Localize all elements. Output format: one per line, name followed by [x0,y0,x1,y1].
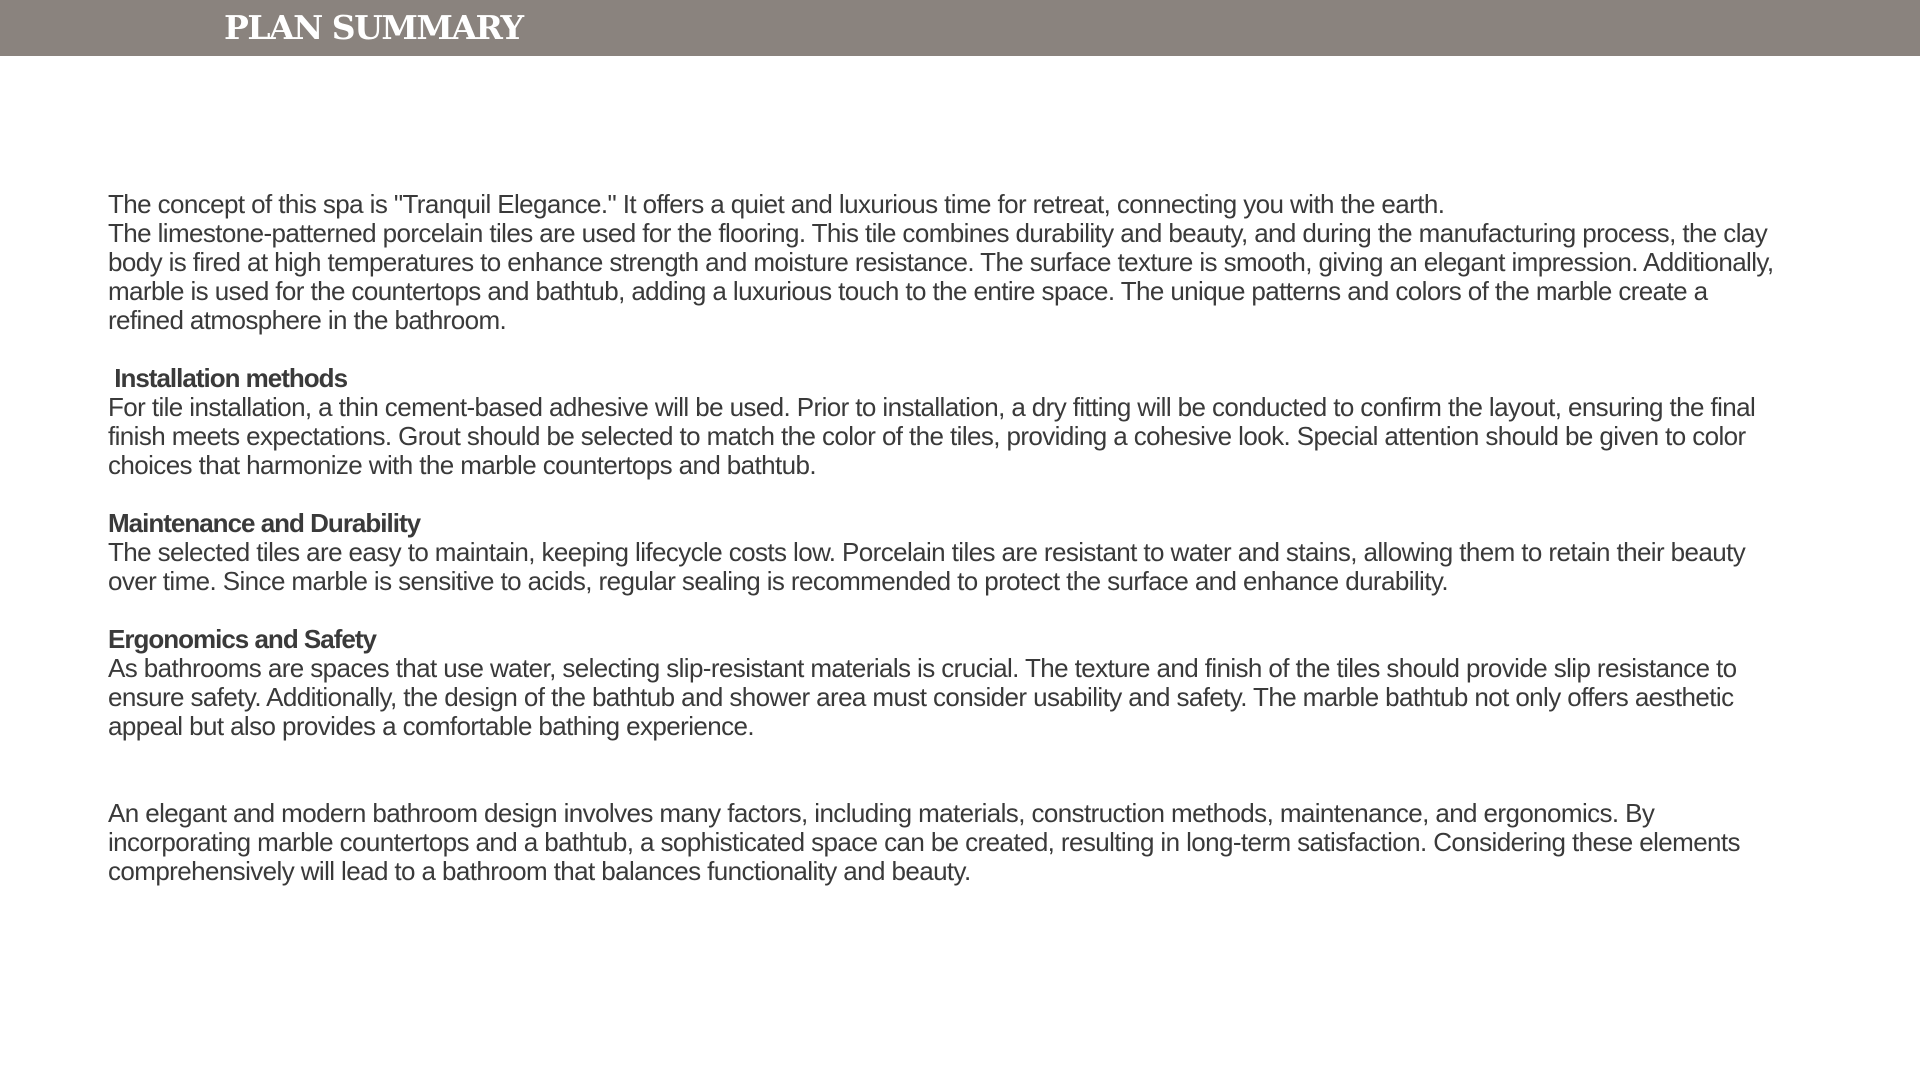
conclusion-paragraph: An elegant and modern bathroom design involves many factors, including materials, construction methods, maintenance, and ergonomics. By incorporating marble countertops and a bathtub, a sophisticated space can be created, resulting in long-term satisfaction. Considering these elements comprehensively will lead to a bathroom that balances functionality and beauty. [108,798,1740,886]
spacer [108,596,1788,625]
header-bar [0,0,1920,56]
page-title: PLAN SUMMARY [224,8,523,47]
ergonomics-body: As bathrooms are spaces that use water, selecting slip-resistant materials is crucial. The texture and finish of the tiles should provide slip resistance to ensure safety. Additionally, the design of the bathtub and shower area must consider usability and safety. The marble bathtub not only offers aesthetic appeal but also provides a comfortable bathing experience. [108,653,1737,741]
maintenance-heading: Maintenance and Durability [108,508,421,538]
spacer [108,480,1788,509]
ergonomics-heading: Ergonomics and Safety [108,624,376,654]
plan-summary-content [108,190,1788,886]
installation-heading: Installation methods [108,363,348,393]
intro-concept-paragraph: The concept of this spa is "Tranquil Elegance." It offers a quiet and luxurious time for retreat, connecting you with the earth. [108,189,1445,219]
spacer [108,335,1788,364]
maintenance-body: The selected tiles are easy to maintain, keeping lifecycle costs low. Porcelain tiles are resistant to water and stains, allowing them to retain their beauty over time. Since marble is sensitive to acids, regular sealing is recommended to protect the surface and enhance durability. [108,537,1746,596]
intro-materials-paragraph: The limestone-patterned porcelain tiles are used for the flooring. This tile combines durability and beauty, and during the manufacturing process, the clay body is fired at high temperatures to enhance strength and moisture resistance. The surface texture is smooth, giving an elegant impression. Additionally, marble is used for the countertops and bathtub, adding a luxurious touch to the entire space. The unique patterns and colors of the marble create a refined atmosphere in the bathroom. [108,218,1774,335]
installation-body: For tile installation, a thin cement-based adhesive will be used. Prior to installation, a dry fitting will be conducted to confirm the layout, ensuring the final finish meets expectations. Grout should be selected to match the color of the tiles, providing a cohesive look. Special attention should be given to color choices that harmonize with the marble countertops and bathtub. [108,392,1756,480]
spacer [108,741,1788,799]
